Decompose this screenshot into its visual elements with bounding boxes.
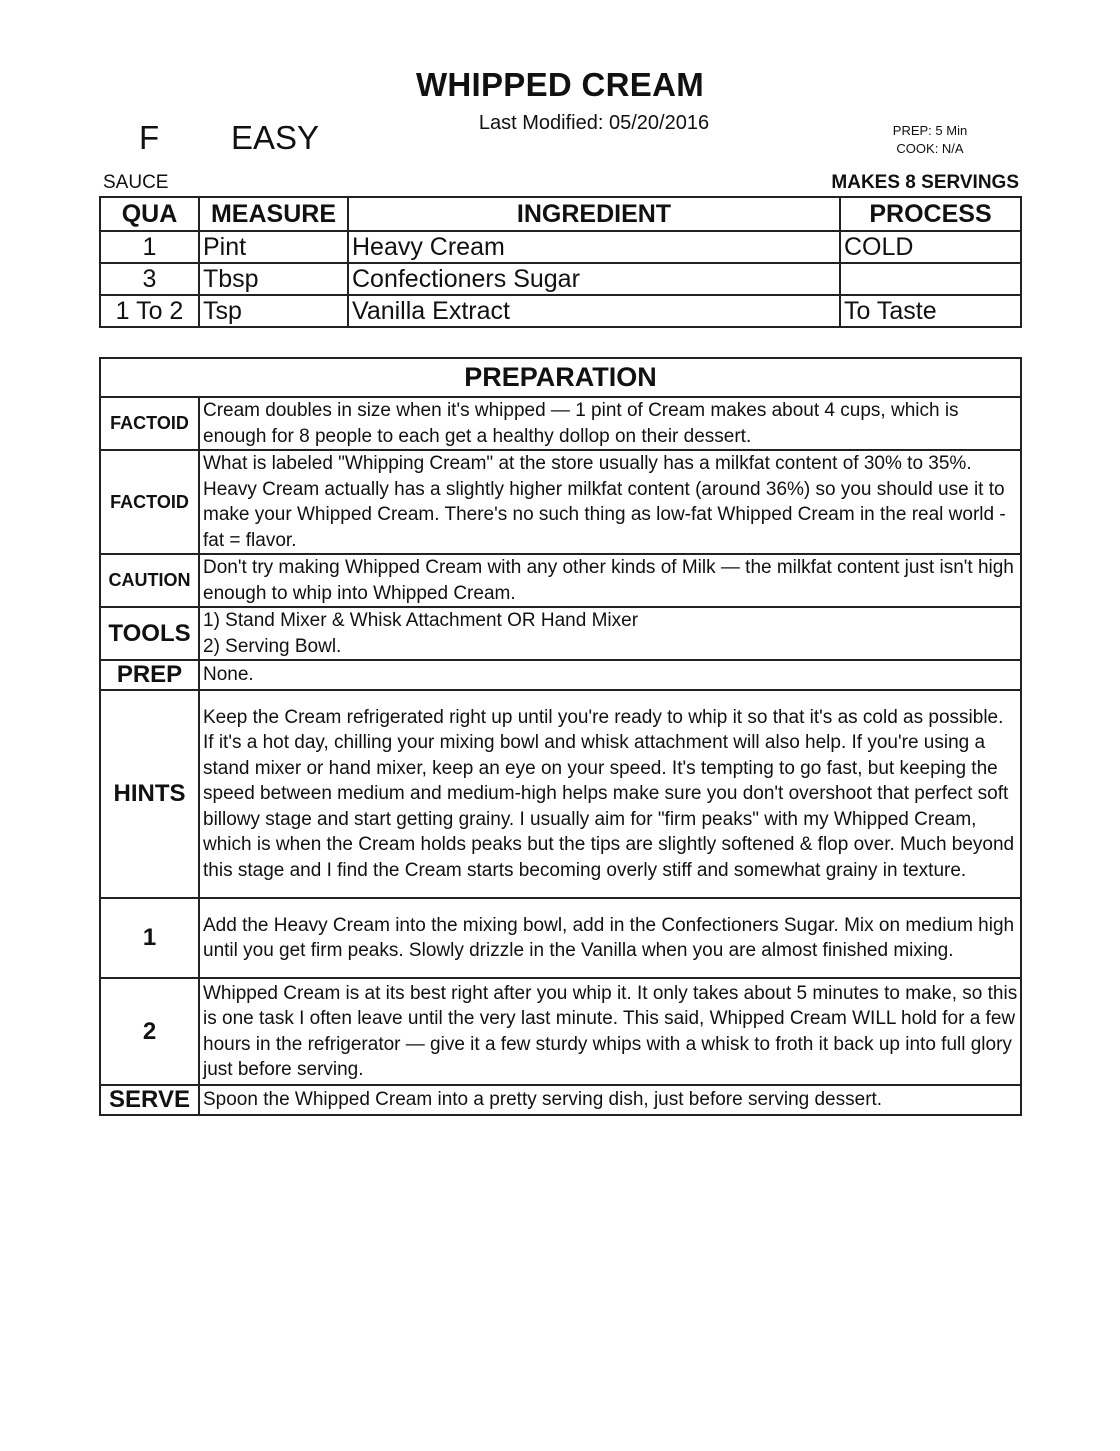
row-label: PREP [100,660,199,690]
preparation-table [99,357,1022,1116]
ingredient-process: To Taste [840,295,1021,327]
row-text: Cream doubles in size when it's whipped — 1 pint of Cream makes about 4 cups, which is enough for 8 people to each get a healthy dollop on their dessert. [199,397,1021,450]
time-info [868,122,992,158]
column-header-ingredient: INGREDIENT [348,197,840,231]
row-text: What is labeled "Whipping Cream" at the store usually has a milkfat content of 30% to 35%. Heavy Cream actually has a slightly higher milkfat content (around 36%) so you should use it to make your Whipped Cream. There's no such thing as low-fat Whipped Cream in the real world - fat = flavor. [199,450,1021,554]
ingredient-process: COLD [840,231,1021,263]
tool-item: 2) Serving Bowl. [203,635,342,657]
cook-time: COOK: N/A [896,141,964,156]
difficulty-level: EASY [231,119,320,156]
ingredient-row [100,231,1021,263]
row-label: FACTOID [100,397,199,450]
prep-time: PREP: 5 Min [892,123,968,138]
ingredient-row [100,263,1021,295]
recipe-title: WHIPPED CREAM [415,66,705,103]
servings-count: MAKES 8 SERVINGS [831,172,1019,193]
ingredient-row [100,295,1021,327]
ingredient-quantity: 3 [100,263,199,295]
row-text: Add the Heavy Cream into the mixing bowl, add in the Confectioners Sugar. Mix on medium high until you get firm peaks. Slowly drizzle in the Vanilla when you are almost finished mixing. [199,898,1021,978]
preparation-row [100,607,1021,660]
ingredient-name: Confectioners Sugar [348,263,840,295]
preparation-header-row [100,358,1021,397]
preparation-row [100,978,1021,1085]
preparation-row [100,1085,1021,1115]
preparation-row [100,660,1021,690]
ingredients-table [99,196,1022,328]
preparation-heading: PREPARATION [100,358,1021,397]
ingredient-measure: Tbsp [199,263,348,295]
row-label: 1 [100,898,199,978]
ingredient-process [840,263,1021,295]
row-text: Whipped Cream is at its best right after you whip it. It only takes about 5 minutes to make, so this is one task I often leave until the very last minute. This said, Whipped Cream WILL hold for a few hours in the refrigerator — give it a few sturdy whips with a whisk to froth it back up into full glory just before serving. [199,978,1021,1085]
ingredient-measure: Pint [199,231,348,263]
row-label: FACTOID [100,450,199,554]
row-label: TOOLS [100,607,199,660]
ingredient-measure: Tsp [199,295,348,327]
ingredient-name: Vanilla Extract [348,295,840,327]
recipe-code: F [139,119,160,156]
preparation-row [100,450,1021,554]
preparation-row [100,690,1021,898]
tool-item: 1) Stand Mixer & Whisk Attachment OR Hand Mixer [203,610,639,631]
column-header-process: PROCESS [840,197,1021,231]
column-header-quantity: QUA [100,197,199,231]
row-text: Spoon the Whipped Cream into a pretty serving dish, just before serving dessert. [199,1085,1021,1115]
row-label: HINTS [100,690,199,898]
column-header-measure: MEASURE [199,197,348,231]
row-text [199,607,1021,660]
ingredient-quantity: 1 [100,231,199,263]
preparation-row [100,898,1021,978]
preparation-row [100,554,1021,607]
row-text: Don't try making Whipped Cream with any other kinds of Milk — the milkfat content just isn't high enough to whip into Whipped Cream. [199,554,1021,607]
row-label: CAUTION [100,554,199,607]
ingredient-quantity: 1 To 2 [100,295,199,327]
row-text: None. [199,660,1021,690]
row-text: Keep the Cream refrigerated right up until you're ready to whip it so that it's as cold as possible. If it's a hot day, chilling your mixing bowl and whisk attachment will also help. If you're using a stand mixer or hand mixer, keep an eye on your speed. It's tempting to go fast, but keeping the speed between medium and medium-high helps make sure you don't overshoot that perfect soft billowy stage and start getting grainy. I usually aim for "firm peaks" with my Whipped Cream, which is when the Cream holds peaks but the tips are slightly softened & flop over. Much beyond this stage and I find the Cream starts becoming overly stiff and somewhat grainy in texture. [199,690,1021,898]
last-modified-date: Last Modified: 05/20/2016 [478,112,710,134]
recipe-category: SAUCE [103,172,169,193]
ingredient-name: Heavy Cream [348,231,840,263]
row-label: 2 [100,978,199,1085]
ingredients-header-row [100,197,1021,231]
preparation-row [100,397,1021,450]
row-label: SERVE [100,1085,199,1115]
